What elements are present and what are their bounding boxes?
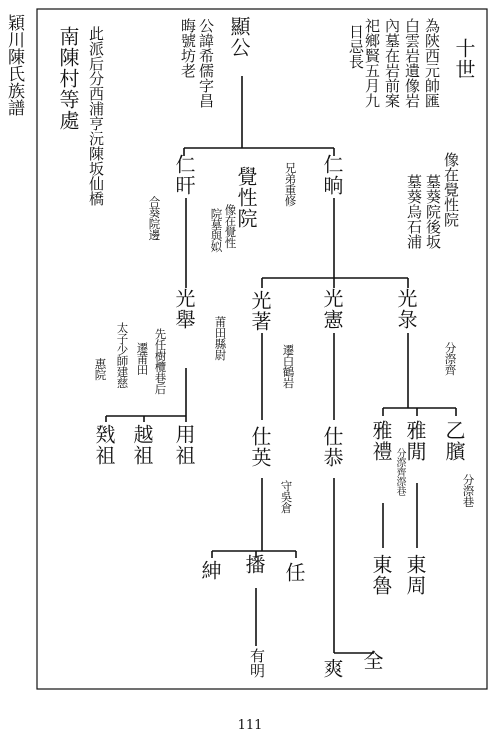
person-name: 用祖 xyxy=(172,424,196,466)
person-name: 東魯 xyxy=(369,554,393,596)
person-name: 雅禮 xyxy=(369,420,393,462)
person-name: 仁晌 xyxy=(320,154,344,196)
person-name: 光著 xyxy=(248,290,272,332)
person-note: 墓葵烏石浦 xyxy=(405,174,423,249)
person-note: 遷白鶴岩 xyxy=(281,344,296,388)
generation-label: 十世 xyxy=(452,38,476,80)
person-name: 仕恭 xyxy=(320,426,344,468)
person-name: 越祖 xyxy=(130,424,154,466)
ancestor-name: 顯公 xyxy=(227,16,251,58)
person-note: 守吳倉 xyxy=(279,480,294,513)
person-note: 像在覺性院 xyxy=(442,152,460,227)
person-note: 院墓與姒 xyxy=(209,208,224,252)
person-note: 像在覺性 xyxy=(223,204,238,248)
ancestor-note: 晦號坊老 xyxy=(179,18,197,78)
person-name: 播 xyxy=(242,554,266,575)
person-name: 戣祖 xyxy=(92,424,116,466)
page-frame xyxy=(36,8,488,690)
person-note: 分漈齊 xyxy=(443,342,458,375)
lineage-note: 此派后分西浦亨沅陳坂仙橋 xyxy=(87,26,105,206)
side-note: 惠院 xyxy=(93,358,108,380)
ancestor-note: 祀鄉賢五月九 xyxy=(363,18,381,108)
person-name: 東周 xyxy=(403,554,427,596)
person-name: 紳 xyxy=(198,560,222,581)
ancestor-note: 內墓在岩前案 xyxy=(383,18,401,108)
ancestor-note: 為陝西元帥匯 xyxy=(423,18,441,108)
page-number: 111 xyxy=(237,718,263,733)
person-note: 莆田縣尉 xyxy=(213,316,228,360)
temple-note: 覺性院 xyxy=(234,166,258,229)
person-name: 任 xyxy=(282,562,306,583)
person-name: 雅閒 xyxy=(403,420,427,462)
lineage-note: 南陳村等處 xyxy=(56,26,80,131)
person-name: 有明 xyxy=(248,648,266,678)
person-note: 分漈巷 xyxy=(461,474,476,507)
person-note: 墓葵院後坂 xyxy=(424,174,442,249)
book-title: 穎川陳氏族譜 xyxy=(4,14,25,116)
person-name: 仕英 xyxy=(248,426,272,468)
person-name: 乙臏 xyxy=(442,420,466,462)
ancestor-note: 日忌長 xyxy=(347,24,365,69)
person-name: 仁旰 xyxy=(172,154,196,196)
person-name: 全 xyxy=(360,650,384,671)
person-name: 爽 xyxy=(320,658,344,679)
person-note: 分漈齊漈巷 xyxy=(394,448,405,496)
temple-note: 兄弟重修 xyxy=(283,162,298,206)
ancestor-note: 白雲岩遺像岩 xyxy=(403,18,421,108)
person-note: 先任樹欖巷后 xyxy=(153,328,168,394)
person-note: 合葵院邊 xyxy=(147,196,162,240)
person-name: 光憲 xyxy=(320,288,344,330)
person-name: 光舉 xyxy=(172,288,196,330)
person-name: 光彔 xyxy=(394,288,418,330)
side-note: 太子少師建慈 xyxy=(115,322,130,388)
person-note: 遷莆田 xyxy=(135,342,150,375)
ancestor-note: 公諱希儒字昌 xyxy=(197,18,215,108)
